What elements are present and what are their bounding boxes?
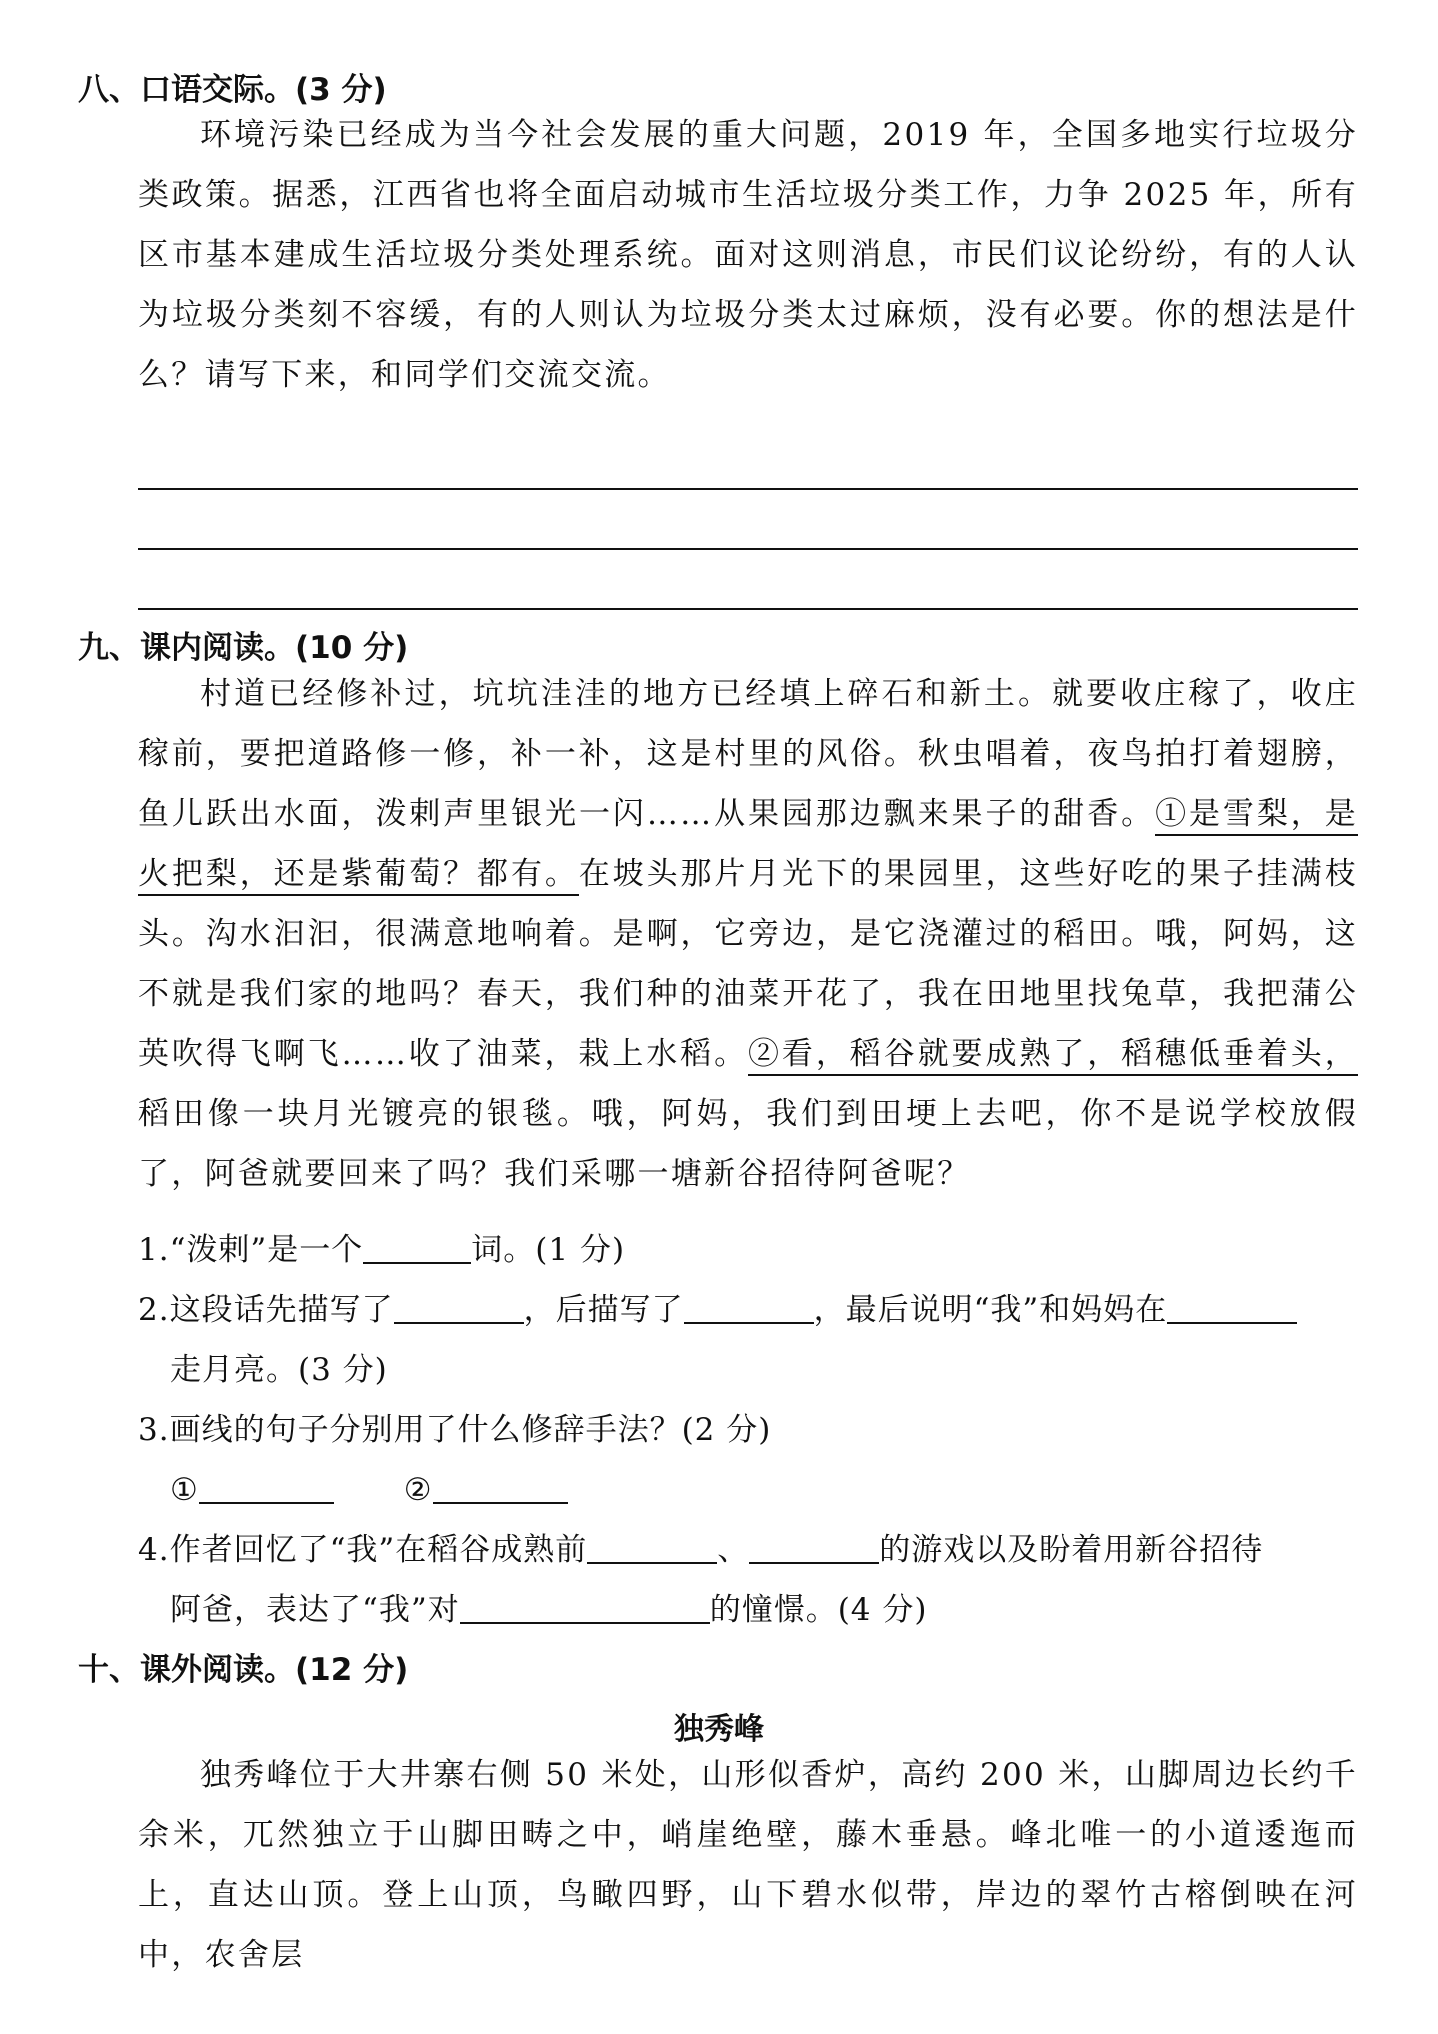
question-2-text-c: ，最后说明“我”和妈妈在	[813, 1292, 1168, 1328]
question-2-cont: 走月亮。(3 分)	[170, 1352, 388, 1388]
question-4-blank-3[interactable]	[460, 1592, 710, 1624]
section9-passage	[138, 664, 1358, 1204]
question-1-text-a: 1.“泼剌”是一个	[138, 1232, 364, 1268]
passage-text-2: 在坡头那片月光下的果园里，这些好吃的果子挂满枝头。沟水汩汩，很满意地响着。是啊，它旁边，是它浇灌过的稻田。哦，阿妈，这不就是我们家的地吗？春天，我们种的油菜开花了，我在田地里找兔草，我把蒲公英吹得飞啊飞……收了油菜，栽上水稻。	[138, 856, 1358, 1072]
section9-heading: 九、课内阅读。(10 分)	[78, 630, 409, 666]
question-4-text-a: 4.作者回忆了“我”在稻谷成熟前	[138, 1532, 588, 1568]
question-4-blank-2[interactable]	[749, 1532, 879, 1564]
question-4-cont	[170, 1590, 1390, 1630]
question-3-answers	[170, 1470, 1390, 1510]
question-2-blank-2[interactable]	[684, 1292, 814, 1324]
question-4	[138, 1530, 1358, 1570]
question-4-text-c: 的游戏以及盼着用新谷招待	[879, 1532, 1264, 1568]
question-3: 3.画线的句子分别用了什么修辞手法？(2 分)	[138, 1412, 772, 1448]
passage-text-3: 稻田像一块月光镀亮的银毯。哦，阿妈，我们到田埂上去吧，你不是说学校放假了，阿爸就要回来了吗？我们采哪一塘新谷招待阿爸呢？	[138, 1096, 1358, 1192]
question-3-mark-1: ①	[170, 1472, 199, 1508]
question-2-blank-1[interactable]	[394, 1292, 524, 1324]
question-1-text-b: 词。(1 分)	[471, 1232, 626, 1268]
section10-passage: 独秀峰位于大井寨右侧 50 米处，山形似香炉，高约 200 米，山脚周边长约千余米，兀然独立于山脚田畴之中，峭崖绝壁，藤木垂悬。峰北唯一的小道逶迤而上，直达山顶。登上山顶，鸟瞰四野，山下碧水似带，岸边的翠竹古榕倒映在河中，农舍层	[138, 1757, 1358, 1973]
question-4-blank-1[interactable]	[587, 1532, 717, 1564]
question-4-text-d: 阿爸，表达了“我”对	[170, 1592, 460, 1628]
question-2	[138, 1290, 1358, 1330]
question-3-blank-2[interactable]	[433, 1472, 568, 1504]
question-1-blank[interactable]	[363, 1232, 471, 1264]
question-3-blank-1[interactable]	[199, 1472, 334, 1504]
answer-line-2[interactable]	[138, 548, 1358, 550]
article-title: 独秀峰	[674, 1712, 764, 1747]
question-1	[138, 1230, 1358, 1270]
question-4-text-b: 、	[717, 1532, 750, 1568]
section10-heading: 十、课外阅读。(12 分)	[78, 1652, 409, 1688]
underlined-sentence-1: ①是雪梨，是火把梨，还是紫葡萄？都有。	[138, 796, 1358, 896]
question-2-text-a: 2.这段话先描写了	[138, 1292, 394, 1328]
question-3-mark-2: ②	[403, 1472, 433, 1508]
section8-passage: 环境污染已经成为当今社会发展的重大问题，2019 年，全国多地实行垃圾分类政策。据悉，江西省也将全面启动城市生活垃圾分类工作，力争 2025 年，所有区市基本建成生活垃圾分类处理系统。面对这则消息，市民们议论纷纷，有的人认为垃圾分类刻不容缓，有的人则认为垃圾分类太过麻烦，没有必要。你的想法是什么？请写下来，和同学们交流交流。	[138, 117, 1358, 393]
passage-text-1: 村道已经修补过，坑坑洼洼的地方已经填上碎石和新土。就要收庄稼了，收庄稼前，要把道路修一修，补一补，这是村里的风俗。秋虫唱着，夜鸟拍打着翅膀，鱼儿跃出水面，泼剌声里银光一闪……从果园那边飘来果子的甜香。	[138, 676, 1358, 832]
section8-heading: 八、口语交际。(3 分)	[78, 72, 387, 108]
underlined-sentence-2: ②看，稻谷就要成熟了，稻穗低垂着头，	[748, 1036, 1358, 1076]
question-4-text-e: 的憧憬。(4 分)	[709, 1592, 928, 1628]
answer-line-1[interactable]	[138, 488, 1358, 490]
answer-line-3[interactable]	[138, 608, 1358, 610]
question-2-blank-3[interactable]	[1167, 1292, 1297, 1324]
question-2-text-b: ，后描写了	[523, 1292, 684, 1328]
